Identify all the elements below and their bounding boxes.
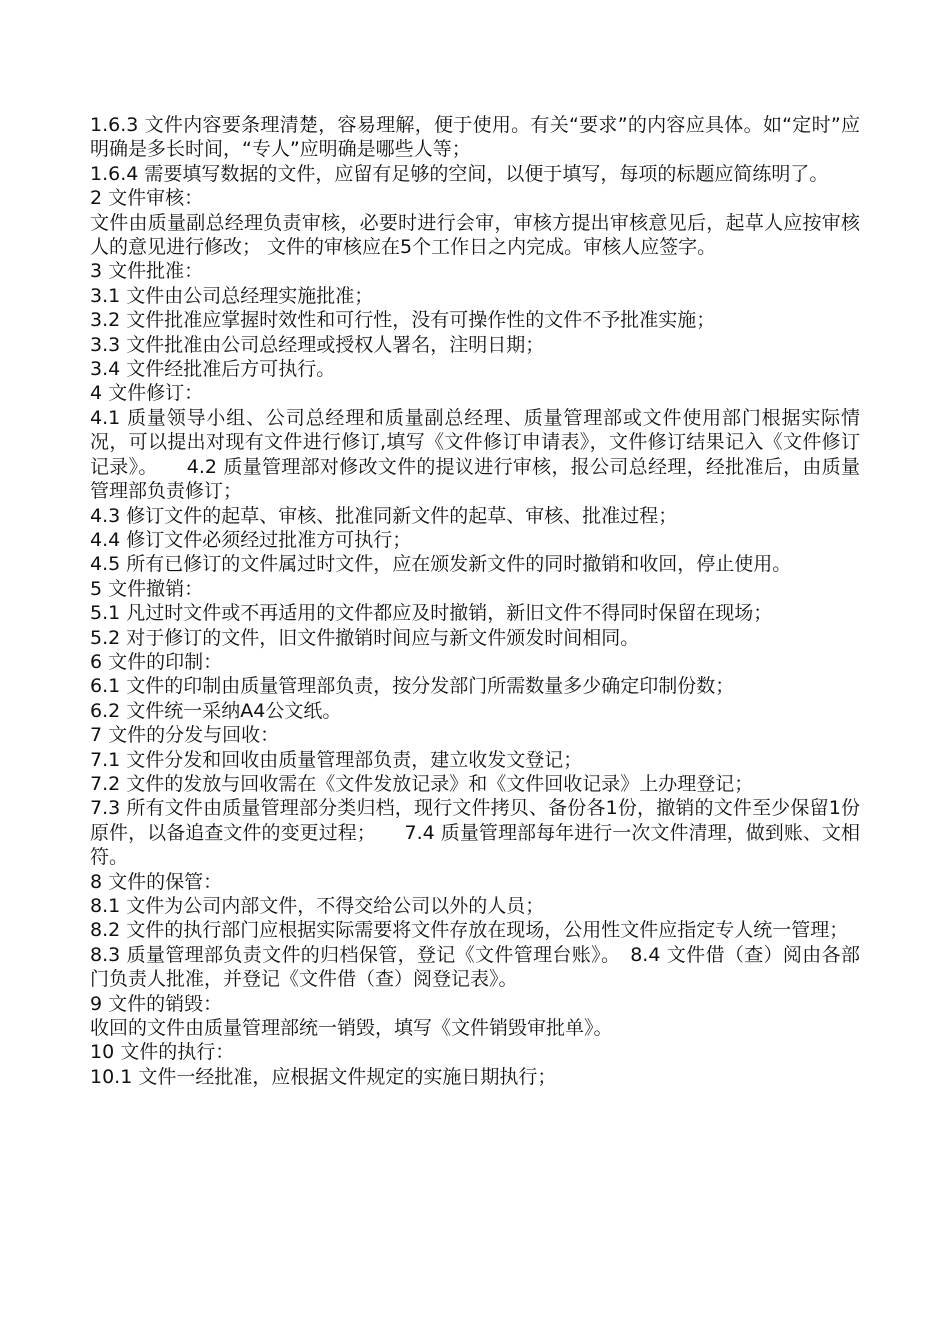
paragraph-7-3: 7.3 所有文件由质量管理部分类归档，现行文件拷贝、备份各1份，撤销的文件至少保留1份原件，以备追查文件的变更过程； 7.4 质量管理部每年进行一次文件清理，做到账、文相符。 xyxy=(90,797,860,869)
paragraph-4-1: 4.1 质量领导小组、公司总经理和质量副总经理、质量管理部或文件使用部门根据实际情况，可以提出对现有文件进行修订,填写《文件修订申请表》，文件修订结果记入《文件修订记录》。 4.2 质量管理部对修改文件的提议进行审核，报公司总经理，经批准后，由质量管理部负责修订； xyxy=(90,406,860,503)
section-heading-4: 4 文件修订： xyxy=(90,382,204,405)
paragraph-3-3: 3.3 文件批准由公司总经理或授权人署名，注明日期； xyxy=(90,333,545,356)
section-heading-8: 8 文件的保管： xyxy=(90,870,223,893)
section-heading-6: 6 文件的印制： xyxy=(90,650,223,673)
paragraph-6-1: 6.1 文件的印制由质量管理部负责，按分发部门所需数量多少确定印制份数； xyxy=(90,675,735,698)
paragraph-5-2: 5.2 对于修订的文件，旧文件撤销时间应与新文件颁发时间相同。 xyxy=(90,626,640,649)
paragraph-6-2: 6.2 文件统一采纳A4公文纸。 xyxy=(90,699,342,722)
paragraph-8-2: 8.2 文件的执行部门应根据实际需要将文件存放在现场，公用性文件应指定专人统一管理； xyxy=(90,919,849,942)
section-heading-10: 10 文件的执行： xyxy=(90,1041,235,1064)
paragraph-8-3: 8.3 质量管理部负责文件的归档保管，登记《文件管理台账》。 8.4 文件借（查）阅由各部门负责人批准，并登记《文件借（查）阅登记表》。 xyxy=(90,943,860,991)
paragraph-7-1: 7.1 文件分发和回收由质量管理部负责，建立收发文登记； xyxy=(90,748,583,771)
paragraph-2-body: 文件由质量副总经理负责审核，必要时进行会审，审核方提出审核意见后，起草人应按审核人的意见进行修改； 文件的审核应在5个工作日之内完成。审核人应签字。 xyxy=(90,211,860,259)
paragraph-4-3: 4.3 修订文件的起草、审核、批准同新文件的起草、审核、批准过程； xyxy=(90,504,678,527)
section-heading-9: 9 文件的销毁： xyxy=(90,992,223,1015)
paragraph-5-1: 5.1 凡过时文件或不再适用的文件都应及时撤销，新旧文件不得同时保留在现场； xyxy=(90,602,773,625)
paragraph-8-1: 8.1 文件为公司内部文件，不得交给公司以外的人员； xyxy=(90,895,545,917)
paragraph-10-1: 10.1 文件一经批准，应根据文件规定的实施日期执行； xyxy=(90,1065,557,1088)
paragraph-3-1: 3.1 文件由公司总经理实施批准； xyxy=(90,284,374,307)
section-heading-3: 3 文件批准： xyxy=(90,260,204,283)
paragraph-1-6-4: 1.6.4 需要填写数据的文件，应留有足够的空间，以便于填写，每项的标题应简练明了。 xyxy=(90,162,829,185)
paragraph-4-5: 4.5 所有已修订的文件属过时文件，应在颁发新文件的同时撤销和收回，停止使用。 xyxy=(90,553,792,576)
paragraph-9-body: 收回的文件由质量管理部统一销毁，填写《文件销毁审批单》。 xyxy=(90,1017,613,1040)
paragraph-4-4: 4.4 修订文件必须经过批准方可执行； xyxy=(90,528,412,551)
section-heading-2: 2 文件审核： xyxy=(90,187,204,210)
document-body xyxy=(90,113,860,1089)
section-heading-5: 5 文件撤销： xyxy=(90,577,204,600)
section-heading-7: 7 文件的分发与回收： xyxy=(90,724,280,747)
paragraph-7-2: 7.2 文件的发放与回收需在《文件发放记录》和《文件回收记录》上办理登记； xyxy=(90,772,754,795)
paragraph-3-4: 3.4 文件经批准后方可执行。 xyxy=(90,358,336,381)
paragraph-3-2: 3.2 文件批准应掌握时效性和可行性，没有可操作性的文件不予批准实施； xyxy=(90,309,716,332)
paragraph-1-6-3: 1.6.3 文件内容要条理清楚，容易理解，便于使用。有关“要求”的内容应具体。如“定时”应明确是多长时间，“专人”应明确是哪些人等； xyxy=(90,114,860,161)
